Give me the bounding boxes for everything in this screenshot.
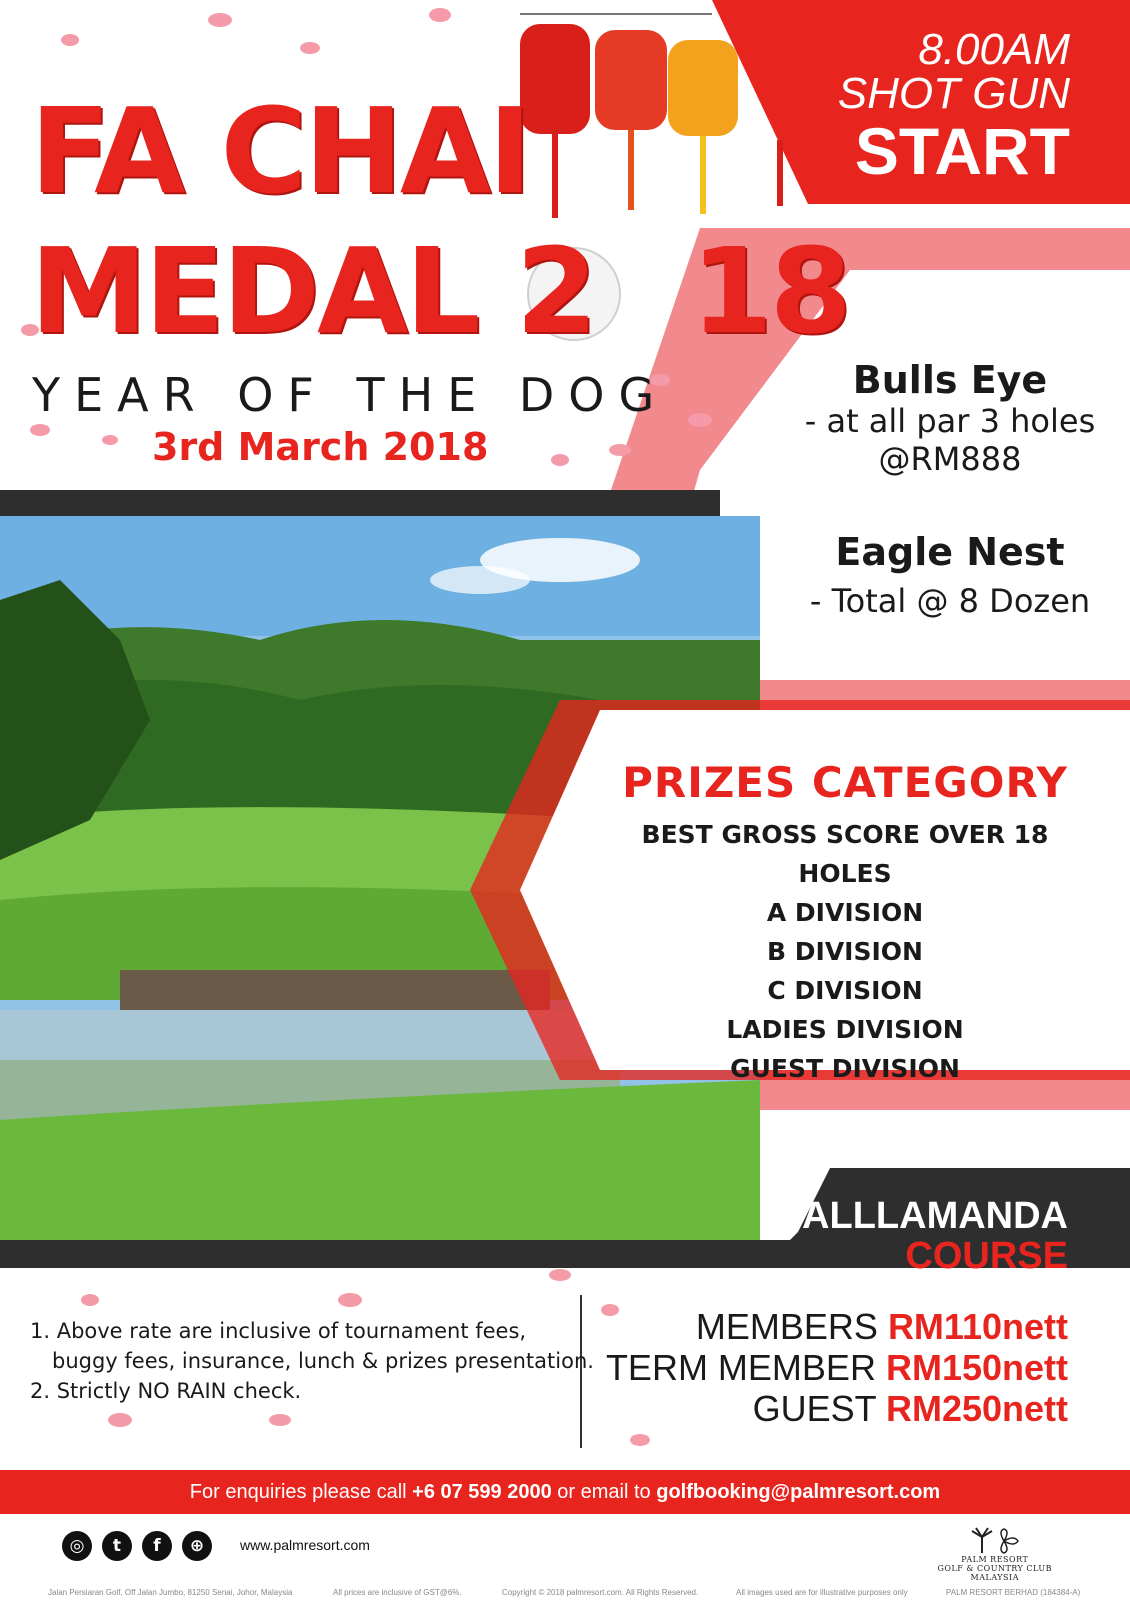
enquiry-email[interactable]: golfbooking@palmresort.com [656,1481,941,1503]
logo-line: MALAYSIA [970,1573,1019,1582]
logo-line: PALM RESORT [961,1555,1029,1564]
prize-item: GUEST DIVISION [730,1054,960,1083]
enquiry-phone[interactable]: +6 07 599 2000 [412,1481,552,1503]
rate-price: RM110nett [887,1306,1068,1347]
globe-icon[interactable]: ⊕ [182,1531,212,1561]
prize-item: LADIES DIVISION [726,1015,964,1044]
enquiry-prefix: For enquiries please call [189,1481,407,1503]
rate-price: RM150nett [885,1347,1068,1388]
green-fee-rates [606,1306,1068,1429]
footer-address: Jalan Persiaran Golf, Off Jalan Jumbo, 81250 Senai, Johor, Malaysia [48,1588,293,1597]
twitter-icon[interactable]: t [102,1531,132,1561]
note-line: 2. Strictly NO RAIN check. [30,1379,302,1403]
eagle-nest-block [790,530,1110,620]
rate-row [606,1347,1068,1388]
terms-notes [30,1316,594,1406]
year-of-the-dog: YEAR OF THE DOG [32,368,669,422]
eagle-nest-heading: Eagle Nest [835,530,1065,574]
bulls-eye-heading: Bulls Eye [852,358,1048,402]
note-line: buggy fees, insurance, lunch & prizes presentation. [52,1349,594,1373]
course-title: ALLLAMANDA [802,1195,1068,1237]
footer-copyright: Copyright © 2018 palmresort.com. All Rights Reserved. [502,1588,699,1597]
title-18: 18 [690,222,849,360]
course-name [802,1196,1068,1276]
title-line-1: FA CHAI [30,82,530,220]
course-label: COURSE [905,1235,1068,1277]
start-label: START [854,114,1070,188]
prizes-heading: PRIZES CATEGORY [622,758,1068,807]
eagle-nest-line1: - Total @ 8 Dozen [809,582,1091,620]
rate-price: RM250nett [885,1388,1068,1429]
facebook-icon[interactable]: f [142,1531,172,1561]
prize-item: B DIVISION [767,937,923,966]
rate-label: MEMBERS [695,1306,878,1347]
footer-company: PALM RESORT BERHAD (184384-A) [946,1588,1081,1597]
enquiry-middle: or email to [557,1481,651,1503]
rate-label: GUEST [752,1388,876,1429]
shotgun-line: SHOT GUN [837,69,1070,118]
rate-row [606,1388,1068,1429]
rate-label: TERM MEMBER [605,1347,876,1388]
prize-item: A DIVISION [766,898,924,927]
dark-band-top [0,490,720,516]
event-date: 3rd March 2018 [152,425,489,469]
prize-item: C DIVISION [767,976,923,1005]
footer-disclaimer: All images used are for illustrative purposes only [736,1588,908,1597]
instagram-icon[interactable]: ◎ [62,1531,92,1561]
rate-row [606,1306,1068,1347]
bulls-eye-line2: @RM888 [878,440,1022,478]
bulls-eye-line1: - at all par 3 holes [804,402,1096,440]
start-time: 8.00AM [918,25,1070,74]
palm-resort-logo [938,1555,1053,1582]
palm-resort-logo-icon [968,1527,1024,1555]
footer-gst: All prices are inclusive of GST@6%. [333,1588,462,1597]
shotgun-start [837,25,1070,188]
title-line-2 [30,222,849,360]
title-medal-2: MEDAL 2 [30,222,595,360]
logo-line: GOLF & COUNTRY CLUB [937,1564,1052,1573]
note-line: 1. Above rate are inclusive of tournament fees, [30,1319,527,1343]
website-link[interactable]: www.palmresort.com [240,1537,370,1553]
enquiry-bar [0,1470,1130,1514]
bulls-eye-block [790,358,1110,478]
prizes-category [600,758,1090,1088]
prize-item: BEST GROSS SCORE OVER 18 HOLES [641,820,1049,888]
